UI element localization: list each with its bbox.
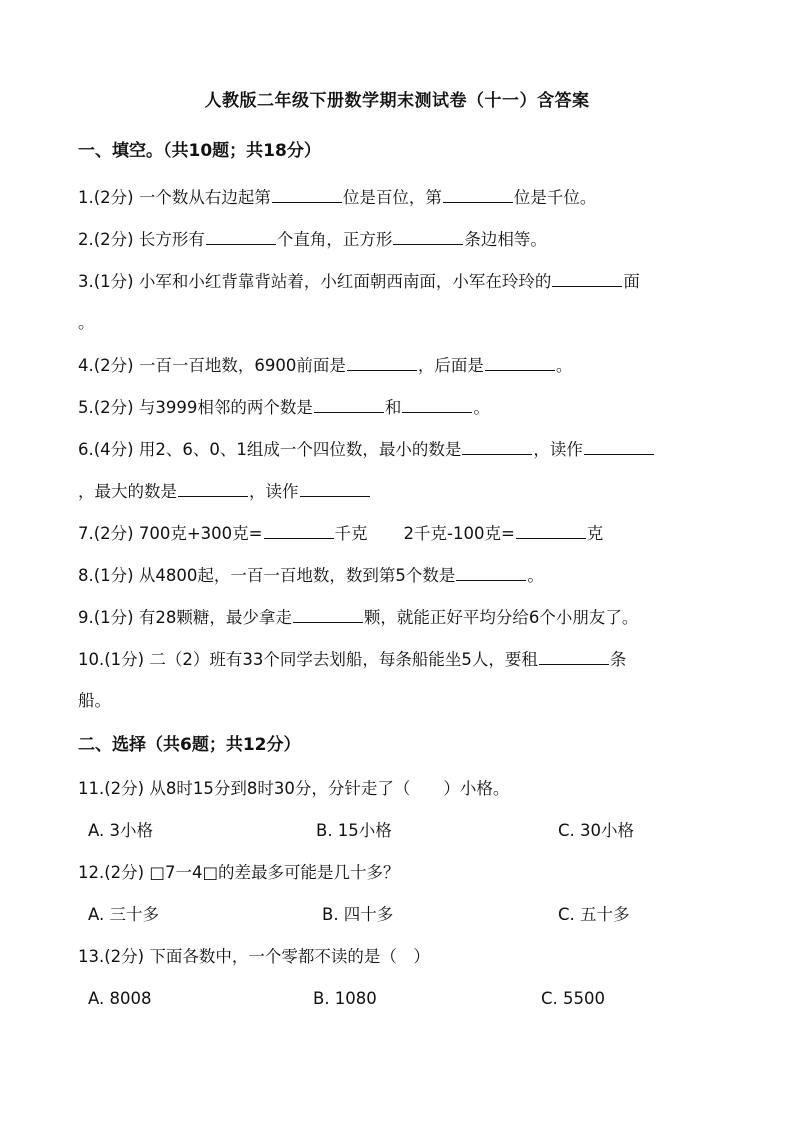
answer-blank[interactable] <box>552 270 622 287</box>
question-1 <box>78 186 728 209</box>
question-13: 13.(2分) 下面各数中，一个零都不读的是（ ） <box>78 947 430 966</box>
option-b[interactable]: B. 1080 <box>313 989 377 1008</box>
question-text: 2千克-100克= <box>403 524 515 543</box>
answer-blank[interactable] <box>516 522 586 539</box>
question-text: ，读作 <box>249 482 299 501</box>
question-text: 2.(2分) 长方形有 <box>78 230 205 249</box>
question-text: ，后面是 <box>417 356 484 375</box>
question-text: 10.(1分) 二（2）班有33个同学去划船，每条船能坐5人，要租 <box>78 650 538 669</box>
question-2 <box>78 228 728 251</box>
question-text: 面 <box>623 272 640 291</box>
answer-blank[interactable] <box>293 606 363 623</box>
question-6 <box>78 438 728 461</box>
answer-blank[interactable] <box>443 186 513 203</box>
question-text: 8.(1分) 从4800起，一百一百地数，数到第5个数是 <box>78 566 456 585</box>
question-text: 个直角，正方形 <box>276 230 393 249</box>
question-text: 条 <box>609 650 627 669</box>
question-text: 5.(2分) 与3999相邻的两个数是 <box>78 398 313 417</box>
answer-blank[interactable] <box>584 438 654 455</box>
question-3 <box>78 270 728 293</box>
answer-blank[interactable] <box>462 438 532 455</box>
option-b[interactable]: B. 15小格 <box>316 821 392 840</box>
question-text: 7.(2分) 700克+300克= <box>78 524 263 543</box>
question-text: 位是千位。 <box>513 188 597 207</box>
question-9 <box>78 606 728 629</box>
question-5 <box>78 396 728 419</box>
question-text: 克 <box>586 524 604 543</box>
question-text: 颗，就能正好平均分给6个小朋友了。 <box>363 608 639 627</box>
answer-blank[interactable] <box>393 228 463 245</box>
question-text: 。 <box>555 356 573 375</box>
option-b[interactable]: B. 四十多 <box>322 905 394 924</box>
question-7 <box>78 522 728 545</box>
question-text: 1.(2分) 一个数从右边起第 <box>78 188 271 207</box>
question-10 <box>78 648 728 671</box>
answer-blank[interactable] <box>300 480 370 497</box>
option-c[interactable]: C. 五十多 <box>558 905 630 924</box>
option-c[interactable]: C. 30小格 <box>558 821 635 840</box>
question-text: 千克 <box>334 524 368 543</box>
answer-blank[interactable] <box>264 522 334 539</box>
answer-blank[interactable] <box>314 396 384 413</box>
answer-blank[interactable] <box>347 354 417 371</box>
answer-blank[interactable] <box>539 648 609 665</box>
answer-blank[interactable] <box>272 186 342 203</box>
question-text: 位是百位，第 <box>342 188 442 207</box>
section-heading-multiple-choice: 二、选择（共6题；共12分） <box>78 735 301 755</box>
question-text: 4.(2分) 一百一百地数，6900前面是 <box>78 356 346 375</box>
question-text: 。 <box>473 398 490 417</box>
question-text: 9.(1分) 有28颗糖，最少拿走 <box>78 608 292 627</box>
question-text: 条边相等。 <box>464 230 547 249</box>
question-4 <box>78 354 728 377</box>
question-text: ，读作 <box>533 440 583 459</box>
answer-blank[interactable] <box>485 354 555 371</box>
question-text: 船。 <box>78 691 111 710</box>
question-6-continued <box>78 480 728 503</box>
question-text: 6.(4分) 用2、6、0、1组成一个四位数，最小的数是 <box>78 440 462 459</box>
option-a[interactable]: A. 3小格 <box>88 821 153 840</box>
option-a[interactable]: A. 8008 <box>88 989 152 1008</box>
question-text: 和 <box>384 398 402 417</box>
question-text: ，最大的数是 <box>78 482 177 501</box>
answer-blank[interactable] <box>456 564 526 581</box>
section-heading-fill-in: 一、填空。（共10题；共18分） <box>78 141 321 161</box>
question-10-continued <box>78 690 728 712</box>
question-8 <box>78 564 728 587</box>
page-title: 人教版二年级下册数学期末测试卷（十一）含答案 <box>204 91 590 111</box>
answer-blank[interactable] <box>206 228 276 245</box>
question-text: 。 <box>527 566 544 585</box>
answer-blank[interactable] <box>402 396 472 413</box>
option-c[interactable]: C. 5500 <box>541 989 606 1008</box>
answer-blank[interactable] <box>178 480 248 497</box>
question-3-continued <box>78 312 728 334</box>
question-12: 12.(2分) □7一4□的差最多可能是几十多？ <box>78 863 400 882</box>
question-11: 11.(2分) 从8时15分到8时30分，分针走了（ ）小格。 <box>78 779 510 798</box>
question-text: 3.(1分) 小军和小红背靠背站着，小红面朝西南面，小军在玲玲的 <box>78 272 552 291</box>
option-a[interactable]: A. 三十多 <box>88 905 159 924</box>
question-text: 。 <box>78 313 95 332</box>
